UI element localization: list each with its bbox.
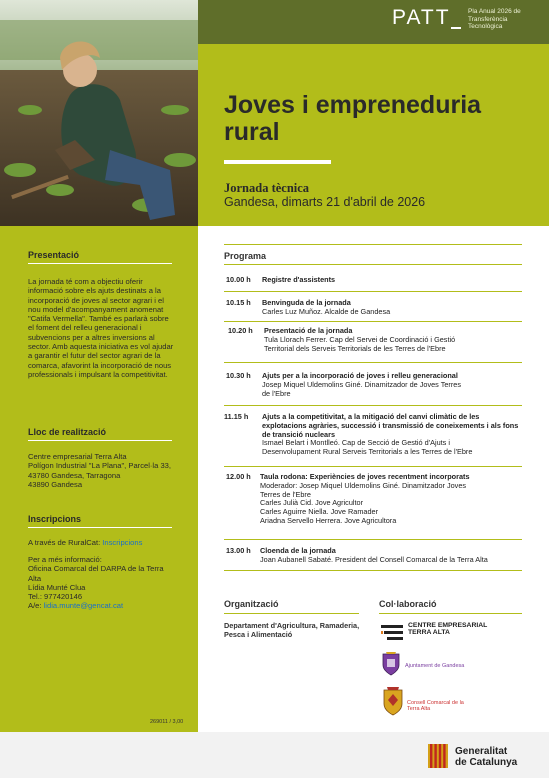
program-title: Taula rodona: Experiències de joves recentment incorporats xyxy=(260,472,470,481)
program-time: 10.20 h xyxy=(228,326,253,335)
contact-email-link[interactable]: lidia.munte@gencat.cat xyxy=(43,601,124,611)
program-bottom-rule xyxy=(224,570,522,571)
patt-subtitle: Pla Anual 2026 de Transferència Tecnològica xyxy=(468,8,521,30)
program-title: Cloenda de la jornada xyxy=(260,546,336,555)
program-speaker: Josep Miquel Uldemolins Giné. Dinamitzador de Joves Terres xyxy=(262,379,461,389)
programa-top-rule xyxy=(224,244,522,245)
contact-email-row xyxy=(28,601,176,610)
hero-photo xyxy=(0,0,198,226)
program-speaker: Desenvolupament Rural Serveis Territorials a les Terres de l'Ebre xyxy=(262,447,473,457)
patt-logo-underscore xyxy=(451,27,461,29)
centre-empresarial-text: CENTRE EMPRESARIAL TERRA ALTA xyxy=(408,622,488,636)
program-time: 12.00 h xyxy=(226,472,251,481)
event-date: Gandesa, dimarts 21 d'abril de 2026 xyxy=(224,195,426,209)
document-code: 269011 / 3,00 xyxy=(150,719,184,725)
program-divider xyxy=(224,405,522,406)
lloc-rule xyxy=(28,440,172,441)
program-title: Benvinguda de la jornada xyxy=(262,298,351,307)
program-divider xyxy=(224,321,522,322)
program-time: 10.15 h xyxy=(226,298,251,307)
contact-office: Oficina Comarcal del DARPA de la Terra Alta xyxy=(28,564,164,583)
program-speaker: Moderador: Josep Miquel Uldemolins Giné. Dinamitzador Joves xyxy=(260,480,467,490)
page-title: Joves i empreneduria rural xyxy=(224,91,482,146)
program-divider xyxy=(224,539,522,540)
program-title: Presentació de la jornada xyxy=(264,326,353,335)
program-speaker: de l'Ebre xyxy=(262,388,291,398)
contact-phone: Tel.: 977420146 xyxy=(28,592,83,602)
program-speaker: Tula Llorach Ferrer. Cap del Servei de Coordinació i Gestió xyxy=(264,334,456,344)
generalitat-emblem-icon xyxy=(428,744,448,768)
program-divider xyxy=(224,466,522,467)
organitzacio-text: Departament d'Agricultura, Ramaderia, Pesca i Alimentació xyxy=(224,621,360,639)
program-speaker: Ariadna Servello Herrera. Jove Agricultora xyxy=(260,515,397,525)
collaboracio-rule xyxy=(379,613,522,614)
contact-person: Lídia Munté Clua xyxy=(28,582,86,592)
patt-logo: PATT xyxy=(392,6,451,29)
presentacio-rule xyxy=(28,263,172,264)
collaboracio-heading: Col·laboració xyxy=(379,599,437,609)
presentacio-text: La jornada té com a objectiu oferir informació sobre els ajuts destinats a la incorporació de joves al sector agrari i el nou model d'acompanyament anomenat "Catifa Vermella". També es parlarà sobre el foment del relleu generacional i subvencions per a altres inversions al sector. Amb aquesta iniciativa es vol ajudar a garantir el futur del sector agrari de la comarca, afavorint la incorporació de nous professionals i impulsant la competitivitat. xyxy=(28,277,174,379)
lloc-line: 43890 Gandesa xyxy=(28,479,83,489)
program-speaker: Carles Aguirre Niella. Jove Ramader xyxy=(260,507,379,517)
lloc-address xyxy=(28,452,176,489)
organitzacio-heading: Organització xyxy=(224,599,279,609)
program-speaker: Joan Aubanell Sabaté. President del Consell Comarcal de la Terra Alta xyxy=(260,554,488,564)
centre-empresarial-logo xyxy=(381,622,491,644)
inscripcions-ruralcat xyxy=(28,538,176,547)
organitzacio-rule xyxy=(224,613,359,614)
consell-shield-icon xyxy=(381,684,405,716)
consell-comarcal-logo xyxy=(381,684,491,720)
program-title: Ajuts a la competitivitat, a la mitigació del canvi climàtic de les explotacions agràries, successió i transmissió de coneixements i als fons de transició nuclears xyxy=(262,412,519,439)
lloc-line: Centre empresarial Terra Alta xyxy=(28,452,127,461)
inscripcions-heading: Inscripcions xyxy=(28,514,82,524)
lloc-line: Polígon Industrial "La Plana", Parcel·la 33, 43780 Gandesa, Tarragona xyxy=(28,461,172,480)
program-time: 13.00 h xyxy=(226,546,251,555)
farmer-photo-illustration xyxy=(0,0,198,226)
program-time: 11.15 h xyxy=(224,412,249,421)
ajuntament-gandesa-logo xyxy=(381,650,491,680)
program-speaker: Ismael Belart i Montlleó. Cap de Secció de Gestió d'Ajuts i xyxy=(262,438,450,448)
program-time: 10.00 h xyxy=(226,275,251,284)
program-speaker: Territorial dels Serveis Territorials de les Terres de l'Ebre xyxy=(264,343,446,353)
program-divider xyxy=(224,362,522,363)
program-divider xyxy=(224,291,522,292)
program-time: 10.30 h xyxy=(226,371,251,380)
consell-text: Consell Comarcal de la Terra Alta xyxy=(407,700,464,712)
programa-rule xyxy=(224,264,522,265)
event-type: Jornada tècnica xyxy=(224,181,310,195)
title-underline xyxy=(224,160,331,164)
presentacio-heading: Presentació xyxy=(28,250,80,260)
program-speaker: Carles Julià Cid. Jove Agricultor xyxy=(260,498,364,508)
programa-heading: Programa xyxy=(224,251,267,261)
info-sidebar xyxy=(0,226,198,732)
program-speaker: Carles Luz Muñoz. Alcalde de Gandesa xyxy=(262,306,391,316)
inscripcions-rule xyxy=(28,527,172,528)
ajuntament-text: Ajuntament de Gandesa xyxy=(405,663,465,669)
generalitat-line1: Generalitat xyxy=(455,746,508,757)
stripes-logo-icon xyxy=(381,624,405,642)
gandesa-shield-icon xyxy=(381,650,401,676)
generalitat-line2: de Catalunya xyxy=(455,757,518,768)
program-title: Registre d'assistents xyxy=(262,275,336,284)
contact-block xyxy=(28,555,176,611)
lloc-heading: Lloc de realització xyxy=(28,427,107,437)
info-label: Per a més informació: xyxy=(28,555,102,564)
inscripcions-link[interactable]: Inscripcions xyxy=(102,538,143,547)
ruralcat-prefix: A través de RuralCat: xyxy=(28,538,103,547)
generalitat-wordmark xyxy=(455,746,517,768)
email-label: A/e: xyxy=(28,601,44,611)
program-title: Ajuts per a la incorporació de joves i relleu generacional xyxy=(262,371,458,380)
program-speaker: Terres de l'Ebre xyxy=(260,489,311,499)
